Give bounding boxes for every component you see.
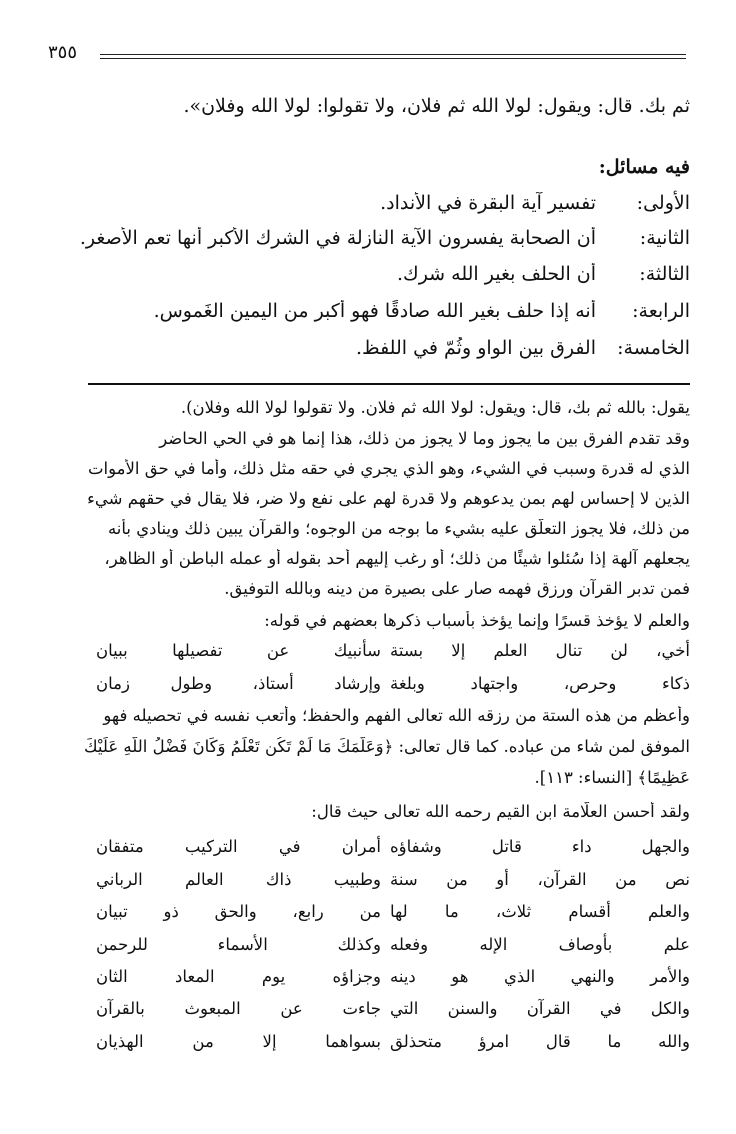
issue-row xyxy=(46,263,690,293)
verse-hemistich-right: ذكاء وحرص، واجتهاد وبلغة xyxy=(390,674,690,693)
issue-label: الخامسة: xyxy=(617,337,690,359)
verse-hemistich-right: والكل في القرآن والسنن التي xyxy=(390,999,690,1018)
verse-hemistich-left: وجزاؤه يوم المعاد الثان xyxy=(96,967,381,986)
verse-hemistich-right: والأمر والنهي الذي هو دينه xyxy=(390,967,690,986)
verse-hemistich-left: أمران في التركيب متفقان xyxy=(96,837,381,856)
verse-hemistich-left: بسواهما إلا من الهذيان xyxy=(96,1032,381,1051)
section-separator xyxy=(88,383,690,385)
header-rule-bottom xyxy=(100,58,686,59)
issue-row xyxy=(46,227,690,257)
issue-text: أن الصحابة يفسرون الآية النازلة في الشرك الأكبر أنها تعم الأصغر. xyxy=(79,227,596,249)
commentary-line: فمن تدبر القرآن ورزق فهمه صار على بصيرة من دينه وبالله التوفيق. xyxy=(224,579,690,598)
issues-heading: فيه مسائل: xyxy=(598,156,690,178)
verse-hemistich-left: سأنبيك عن تفصيلها ببيان xyxy=(96,641,381,660)
verse-hemistich-left: وطبيب ذاك العالم الرباني xyxy=(96,870,381,889)
verse-row xyxy=(46,935,690,965)
commentary-line: الذي له قدرة وسبب في الشيء، وهو الذي يجري في حقه مثل ذلك، وأما في حق الأموات xyxy=(87,459,690,478)
issue-text: الفرق بين الواو وثُمّ في اللفظ. xyxy=(356,337,596,359)
header-rule-top xyxy=(100,54,686,55)
verse-hemistich-right: والجهل داء قاتل وشفاؤه xyxy=(390,837,690,856)
issue-row xyxy=(46,300,690,330)
issue-row xyxy=(46,337,690,367)
commentary-line: يقول: بالله ثم بك، قال: ويقول: لولا الله ثم فلان. ولا تقولوا لولا الله وفلان). xyxy=(180,398,690,417)
issue-label: الأولى: xyxy=(636,192,690,214)
commentary-line: يجعلهم آلهة إذا سُئلوا شيئًا من ذلك؛ أو رغب إليهم أحد بقوله أو عمله الباطن أو الظاهر، xyxy=(104,549,690,568)
prose-line: ولقد أحسن العلّامة ابن القيم رحمه الله تعالى حيث قال: xyxy=(311,802,690,821)
page-number: ٣٥٥ xyxy=(48,42,78,63)
verse-row xyxy=(46,837,690,867)
verse-hemistich-left: من رابع، والحق ذو تبيان xyxy=(96,902,381,921)
commentary-line: وقد تقدم الفرق بين ما يجوز وما لا يجوز من ذلك، هذا إنما هو في الحي الحاضر xyxy=(159,429,690,448)
verse-hemistich-right: نص من القرآن، أو من سنة xyxy=(390,870,690,889)
issue-text: أنه إذا حلف بغير الله صادقًا فهو أكبر من اليمين الغَموس. xyxy=(153,300,596,322)
issue-label: الثالثة: xyxy=(639,263,690,285)
verse-row xyxy=(46,967,690,997)
verse-row xyxy=(46,1032,690,1062)
issue-label: الثانية: xyxy=(639,227,690,249)
verse-row xyxy=(46,641,690,671)
issue-row xyxy=(46,192,690,222)
prose-line: وأعظم من هذه الستة من رزقه الله تعالى الفهم والحفظ؛ وأتعب نفسه في تحصيله فهو xyxy=(103,706,690,725)
verse-row xyxy=(46,999,690,1029)
verse-hemistich-left: وإرشاد أستاذ، وطول زمان xyxy=(96,674,381,693)
quran-quote-ref: عَظِيمًا﴾ [النساء: ١١٣]. xyxy=(534,768,690,787)
verse-hemistich-right: أخي، لن تنال العلم إلا بستة xyxy=(390,641,690,660)
verse-hemistich-right: علم بأوصاف الإله وفعله xyxy=(390,935,690,954)
verse-row xyxy=(46,674,690,704)
intro-line: ثم بك. قال: ويقول: لولا الله ثم فلان، ولا تقولوا: لولا الله وفلان». xyxy=(183,95,690,117)
verse-hemistich-left: جاءت عن المبعوث بالقرآن xyxy=(96,999,381,1018)
commentary-line: الذين لا إحساس لهم بمن يدعوهم ولا قدرة لهم على نفع ولا ضر، فلا يقال في حقهم شيء xyxy=(87,489,690,508)
issue-text: تفسير آية البقرة في الأنداد. xyxy=(380,192,596,214)
verse-row xyxy=(46,902,690,932)
commentary-line: والعلم لا يؤخذ قسرًا وإنما يؤخذ بأسباب ذكرها بعضهم في قوله: xyxy=(264,611,690,630)
verse-hemistich-right: والله ما قال امرؤ متحذلق xyxy=(390,1032,690,1051)
commentary-line: من ذلك، فلا يجوز التعلّق عليه بشيء ما بوجه من الوجوه؛ والقرآن يبين ذلك وينادي بأنه xyxy=(107,519,690,538)
verse-hemistich-right: والعلم أقسام ثلاث، ما لها xyxy=(390,902,690,921)
quran-quote-line: الموفق لمن شاء من عباده. كما قال تعالى: ﴿وَعَلَّمَكَ مَا لَمْ تَكُن تَعْلَمُ وَكَانَ فَضْلُ اللَّهِ عَلَيْكَ xyxy=(83,737,690,756)
issue-label: الرابعة: xyxy=(632,300,690,322)
verse-hemistich-left: وكذلك الأسماء للرحمن xyxy=(96,935,381,954)
verse-row xyxy=(46,870,690,900)
issue-text: أن الحلف بغير الله شرك. xyxy=(397,263,596,285)
